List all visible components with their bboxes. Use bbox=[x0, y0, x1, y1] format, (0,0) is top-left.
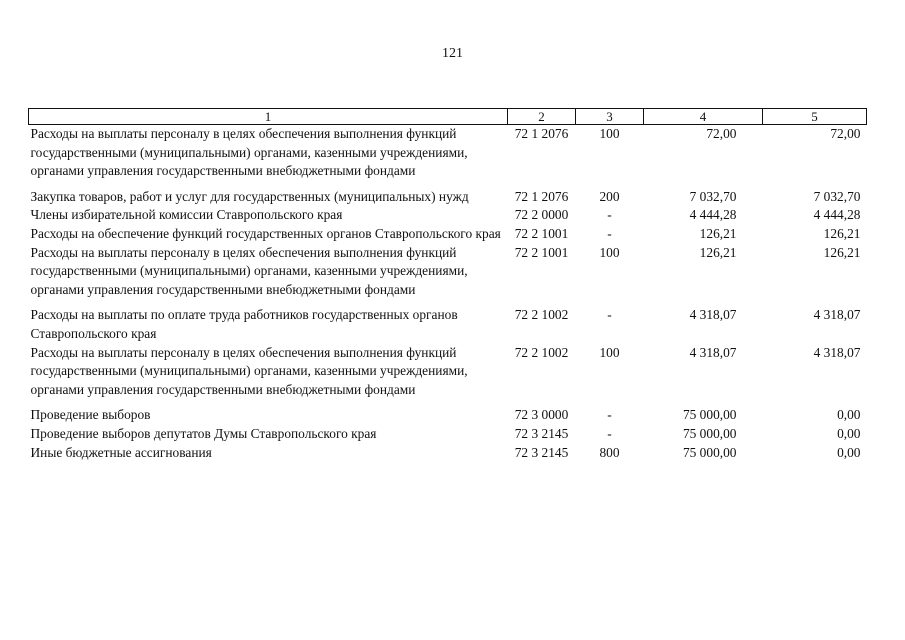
row-name: Иные бюджетные ассигнования bbox=[30, 444, 212, 460]
row-code: 72 2 1002 bbox=[514, 344, 569, 360]
table-row bbox=[29, 344, 867, 400]
row-expense-type: 100 bbox=[599, 126, 620, 141]
row-expense-type: 100 bbox=[599, 244, 620, 260]
row-expense-type: - bbox=[607, 307, 612, 323]
row-value-5: 126,21 bbox=[823, 244, 861, 260]
budget-table bbox=[28, 108, 867, 462]
table-row bbox=[29, 206, 867, 225]
row-name: Расходы на выплаты персоналу в целях обеспечения выполнения функций государственными (муниципальными) органами, казенными учреждениями, органами управления государственными внебюджетными фондами bbox=[30, 344, 468, 397]
column-header-4: 4 bbox=[644, 109, 763, 125]
row-expense-type: 100 bbox=[599, 344, 620, 360]
row-code: 72 3 0000 bbox=[514, 407, 569, 423]
row-expense-type: - bbox=[607, 207, 612, 223]
row-value-4: 126,21 bbox=[699, 244, 737, 260]
row-code: 72 2 1001 bbox=[514, 225, 569, 241]
row-value-5: 72,00 bbox=[830, 126, 861, 141]
row-name: Расходы на обеспечение функций государственных органов Ставропольского края bbox=[30, 225, 501, 241]
row-expense-type: 800 bbox=[599, 444, 620, 460]
row-value-4: 4 444,28 bbox=[689, 207, 737, 223]
row-value-4: 72,00 bbox=[706, 126, 737, 141]
row-code: 72 2 1001 bbox=[514, 244, 569, 260]
row-value-5: 4 318,07 bbox=[813, 344, 861, 360]
row-expense-type: - bbox=[607, 407, 612, 423]
row-value-5: 0,00 bbox=[837, 444, 861, 460]
column-header-5: 5 bbox=[763, 109, 867, 125]
table-row bbox=[29, 406, 867, 425]
row-value-4: 7 032,70 bbox=[689, 188, 737, 204]
row-spacer bbox=[29, 399, 867, 406]
column-header-3: 3 bbox=[576, 109, 644, 125]
row-spacer bbox=[29, 299, 867, 306]
row-name: Проведение выборов bbox=[30, 407, 151, 423]
row-value-4: 75 000,00 bbox=[682, 425, 737, 441]
row-value-4: 126,21 bbox=[699, 225, 737, 241]
row-name: Расходы на выплаты персоналу в целях обеспечения выполнения функций государственными (муниципальными) органами, казенными учреждениями, органами управления государственными внебюджетными фондами bbox=[30, 244, 468, 297]
row-code: 72 2 0000 bbox=[514, 207, 569, 223]
table-row bbox=[29, 444, 867, 463]
row-code: 72 2 1002 bbox=[514, 307, 569, 323]
table-row bbox=[29, 306, 867, 343]
column-header-1: 1 bbox=[29, 109, 508, 125]
table-row bbox=[29, 244, 867, 300]
row-value-5: 126,21 bbox=[823, 225, 861, 241]
page-number: 121 bbox=[442, 46, 463, 61]
row-name: Расходы на выплаты по оплате труда работников государственных органов Ставропольского края bbox=[30, 307, 458, 341]
row-value-5: 7 032,70 bbox=[813, 188, 861, 204]
row-name: Расходы на выплаты персоналу в целях обеспечения выполнения функций государственными (муниципальными) органами, казенными учреждениями, органами управления государственными внебюджетными фондами bbox=[30, 126, 468, 179]
row-value-5: 0,00 bbox=[837, 425, 861, 441]
row-value-5: 0,00 bbox=[837, 407, 861, 423]
row-value-4: 4 318,07 bbox=[689, 307, 737, 323]
table-row bbox=[29, 125, 867, 181]
row-value-5: 4 318,07 bbox=[813, 307, 861, 323]
row-expense-type: - bbox=[607, 425, 612, 441]
row-name: Закупка товаров, работ и услуг для государственных (муниципальных) нужд bbox=[30, 188, 469, 204]
row-code: 72 1 2076 bbox=[514, 126, 569, 141]
row-spacer bbox=[29, 181, 867, 188]
row-value-4: 4 318,07 bbox=[689, 344, 737, 360]
table-row bbox=[29, 425, 867, 444]
row-value-4: 75 000,00 bbox=[682, 407, 737, 423]
row-value-5: 4 444,28 bbox=[813, 207, 861, 223]
column-header-2: 2 bbox=[508, 109, 576, 125]
row-expense-type: - bbox=[607, 225, 612, 241]
row-code: 72 1 2076 bbox=[514, 188, 569, 204]
row-name: Проведение выборов депутатов Думы Ставропольского края bbox=[30, 425, 377, 441]
row-name: Члены избирательной комиссии Ставропольского края bbox=[30, 207, 343, 223]
row-code: 72 3 2145 bbox=[514, 425, 569, 441]
header-row bbox=[29, 109, 867, 125]
table-row bbox=[29, 188, 867, 207]
row-code: 72 3 2145 bbox=[514, 444, 569, 460]
row-value-4: 75 000,00 bbox=[682, 444, 737, 460]
table-row bbox=[29, 225, 867, 244]
row-expense-type: 200 bbox=[599, 188, 620, 204]
